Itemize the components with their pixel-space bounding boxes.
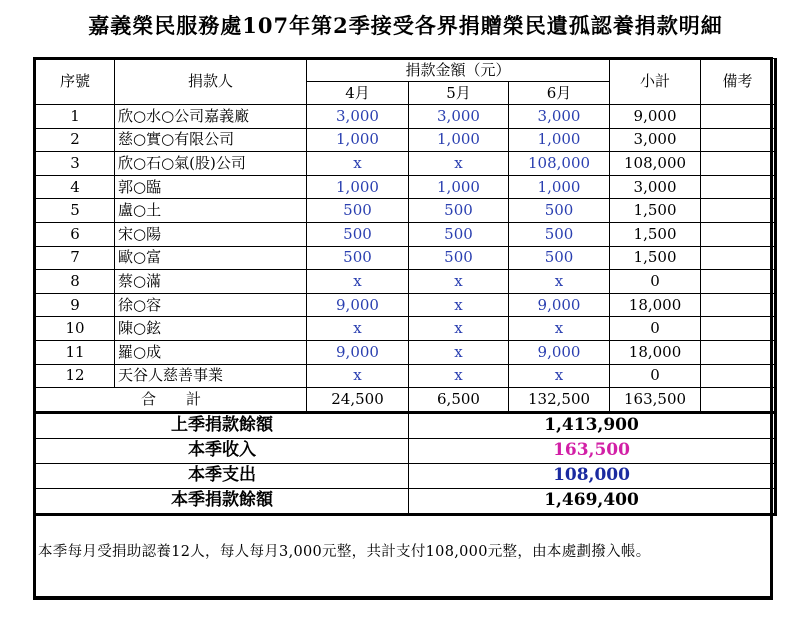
cell-seq: 4 [35,175,115,199]
cell-subtotal: 108,000 [610,152,701,176]
cell-month-6: 1,000 [509,175,610,199]
header-subtotal: 小計 [610,59,701,105]
header-row [35,59,776,82]
cell-month-4: 1,000 [307,175,409,199]
cell-seq: 12 [35,364,115,388]
cell-seq: 7 [35,246,115,270]
cell-remark [701,128,776,152]
summary-value: 1,469,400 [409,488,776,514]
total-remark [701,388,776,413]
cell-subtotal: 1,500 [610,199,701,223]
cell-month-6: x [509,364,610,388]
table-row [35,340,776,364]
cell-month-5: 500 [409,222,509,246]
header-month-6: 6月 [509,82,610,105]
total-label: 合 計 [35,388,307,413]
header-donor: 捐款人 [115,59,307,105]
cell-month-4: 500 [307,246,409,270]
cell-month-5: x [409,364,509,388]
cell-donor: 慈○實○有限公司 [115,128,307,152]
cell-seq: 1 [35,105,115,129]
cell-seq: 8 [35,270,115,294]
cell-month-4: 500 [307,199,409,223]
table-row [35,175,776,199]
cell-month-4: 9,000 [307,293,409,317]
cell-donor: 天谷人慈善事業 [115,364,307,388]
cell-month-4: 9,000 [307,340,409,364]
cell-month-5: x [409,293,509,317]
cell-seq: 10 [35,317,115,341]
header-amount: 捐款金額（元） [307,59,610,82]
cell-donor: 郭○臨 [115,175,307,199]
summary-label: 本季收入 [35,438,409,463]
cell-subtotal: 9,000 [610,105,701,129]
note-text: 本季每月受捐助認養12人，每人每月3,000元整，共計支付108,000元整，由本處劃撥入帳。 [38,544,651,560]
cell-month-4: x [307,270,409,294]
cell-month-5: 3,000 [409,105,509,129]
table-row [35,246,776,270]
cell-month-5: 500 [409,246,509,270]
cell-remark [701,152,776,176]
cell-donor: 歐○富 [115,246,307,270]
cell-seq: 2 [35,128,115,152]
cell-month-6: 500 [509,199,610,223]
cell-month-4: 500 [307,222,409,246]
total-m6: 132,500 [509,388,610,413]
cell-donor: 徐○容 [115,293,307,317]
cell-month-6: 108,000 [509,152,610,176]
cell-remark [701,340,776,364]
table-row [35,317,776,341]
cell-month-6: 500 [509,246,610,270]
cell-month-4: 1,000 [307,128,409,152]
summary-row-income [35,438,776,463]
cell-month-6: 9,000 [509,293,610,317]
summary-label: 本季捐款餘額 [35,488,409,514]
cell-subtotal: 1,500 [610,222,701,246]
cell-month-5: x [409,270,509,294]
cell-donor: 宋○陽 [115,222,307,246]
cell-month-6: 9,000 [509,340,610,364]
cell-remark [701,293,776,317]
cell-month-5: 1,000 [409,128,509,152]
cell-month-6: 500 [509,222,610,246]
cell-seq: 9 [35,293,115,317]
cell-month-5: 1,000 [409,175,509,199]
header-remark: 備考 [701,59,776,105]
cell-month-4: x [307,317,409,341]
header-month-4: 4月 [307,82,409,105]
cell-month-5: x [409,152,509,176]
table-row [35,152,776,176]
cell-donor: 羅○成 [115,340,307,364]
cell-subtotal: 3,000 [610,175,701,199]
cell-donor: 盧○土 [115,199,307,223]
cell-month-6: x [509,270,610,294]
cell-donor: 陳○鉉 [115,317,307,341]
cell-subtotal: 18,000 [610,293,701,317]
summary-row-balance [35,488,776,514]
cell-remark [701,364,776,388]
cell-seq: 11 [35,340,115,364]
cell-month-4: x [307,152,409,176]
cell-month-5: x [409,340,509,364]
cell-subtotal: 3,000 [610,128,701,152]
table-row [35,222,776,246]
summary-value: 163,500 [409,438,776,463]
cell-subtotal: 0 [610,317,701,341]
summary-row-expense [35,463,776,488]
cell-month-5: 500 [409,199,509,223]
summary-value: 108,000 [409,463,776,488]
summary-value: 1,413,900 [409,412,776,438]
cell-seq: 3 [35,152,115,176]
cell-remark [701,270,776,294]
table-row [35,128,776,152]
table-row [35,199,776,223]
total-subtotal: 163,500 [610,388,701,413]
header-seq: 序號 [35,59,115,105]
cell-subtotal: 18,000 [610,340,701,364]
total-m5: 6,500 [409,388,509,413]
table-row [35,270,776,294]
cell-remark [701,175,776,199]
total-row [35,388,776,413]
cell-subtotal: 1,500 [610,246,701,270]
cell-month-6: 1,000 [509,128,610,152]
table-row [35,364,776,388]
cell-month-4: x [307,364,409,388]
cell-month-4: 3,000 [307,105,409,129]
cell-remark [701,317,776,341]
page-title: 嘉義榮民服務處107年第2季接受各界捐贈榮民遺孤認養捐款明細 [88,13,723,38]
table-row [35,293,776,317]
cell-subtotal: 0 [610,270,701,294]
cell-month-5: x [409,317,509,341]
summary-label: 上季捐款餘額 [35,412,409,438]
cell-subtotal: 0 [610,364,701,388]
header-month-5: 5月 [409,82,509,105]
cell-month-6: x [509,317,610,341]
donation-table [33,58,777,516]
cell-month-6: 3,000 [509,105,610,129]
cell-remark [701,199,776,223]
cell-donor: 蔡○滿 [115,270,307,294]
total-m4: 24,500 [307,388,409,413]
cell-donor: 欣○石○氣(股)公司 [115,152,307,176]
summary-row-previous [35,412,776,438]
summary-label: 本季支出 [35,463,409,488]
cell-seq: 5 [35,199,115,223]
cell-remark [701,246,776,270]
cell-donor: 欣○水○公司嘉義廠 [115,105,307,129]
cell-remark [701,105,776,129]
cell-remark [701,222,776,246]
table-row [35,105,776,129]
cell-seq: 6 [35,222,115,246]
